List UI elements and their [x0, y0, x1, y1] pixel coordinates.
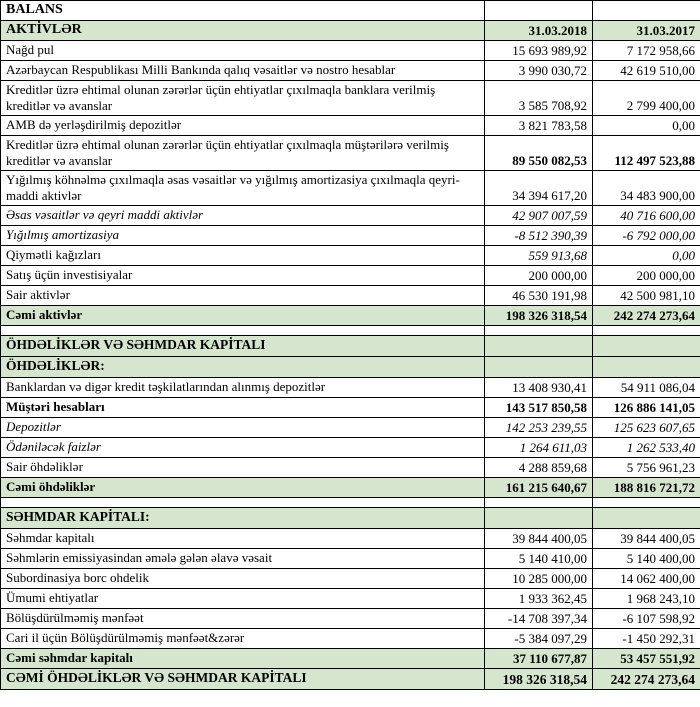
value-cell-2018 [485, 508, 593, 529]
row-label-cell: Müştəri hesabları [1, 398, 485, 418]
row-label-cell: Sair aktivlər [1, 286, 485, 306]
row-label-cell: Səhmdar kapitalı [1, 529, 485, 549]
table-row [1, 61, 700, 81]
row-label-cell: Sair öhdəliklər [1, 458, 485, 478]
table-row [1, 529, 700, 549]
row-label-cell: Bölüşdürülməmiş mənfəət [1, 609, 485, 629]
spacer-row [1, 326, 700, 336]
row-label-cell: Kreditlər üzrə ehtimal olunan zərərlər üçün ehtiyatlar çıxılmaqla banklara verilmiş kreditlər və avanslar [1, 81, 485, 116]
value-cell-2017: -1 450 292,31 [593, 629, 700, 649]
value-cell-2017: 200 000,00 [593, 266, 700, 286]
value-cell-2018: 3 585 708,92 [485, 81, 593, 116]
value-cell-2017: 40 716 600,00 [593, 206, 700, 226]
value-cell-2018: 39 844 400,05 [485, 529, 593, 549]
value-cell-2018 [485, 357, 593, 378]
table-row [1, 438, 700, 458]
value-cell-2017: 2 799 400,00 [593, 81, 700, 116]
row-label-cell: Nağd pul [1, 41, 485, 61]
value-cell-2018: -8 512 390,39 [485, 226, 593, 246]
value-cell-2018: 3 990 030,72 [485, 61, 593, 81]
table-row [1, 629, 700, 649]
table-row [1, 81, 700, 116]
row-label-cell: Cəmi səhmdar kapitalı [1, 649, 485, 669]
table-row [1, 418, 700, 438]
value-cell-2017: 42 619 510,00 [593, 61, 700, 81]
value-cell-2017: 242 274 273,64 [593, 306, 700, 326]
row-label-cell: BALANS [1, 1, 485, 21]
table-row [1, 306, 700, 326]
value-cell-2017: 1 968 243,10 [593, 589, 700, 609]
table-row [1, 266, 700, 286]
value-cell-2017: 54 911 086,04 [593, 378, 700, 398]
table-row [1, 478, 700, 498]
row-label-cell: Banklardan və digər kredit təşkilatlarından alınmış depozitlər [1, 378, 485, 398]
value-cell-2017: 1 262 533,40 [593, 438, 700, 458]
table-row [1, 21, 700, 41]
value-cell-2018: 200 000,00 [485, 266, 593, 286]
value-cell-2017: 242 274 273,64 [593, 669, 700, 690]
value-cell-2017: 126 886 141,05 [593, 398, 700, 418]
table-row [1, 549, 700, 569]
table-row [1, 286, 700, 306]
value-cell-2017: 188 816 721,72 [593, 478, 700, 498]
row-label-cell: Əsas vəsaitlər və qeyri maddi aktivlər [1, 206, 485, 226]
value-cell-2018: 31.03.2018 [485, 21, 593, 41]
row-label-cell: ÖHDƏLİKLƏR VƏ SƏHMDAR KAPİTALI [1, 336, 485, 357]
row-label-cell [1, 326, 485, 336]
value-cell-2018: 3 821 783,58 [485, 116, 593, 136]
value-cell-2018: 46 530 191,98 [485, 286, 593, 306]
value-cell-2018: 89 550 082,53 [485, 136, 593, 171]
row-label-cell: Kreditlər üzrə ehtimal olunan zərərlər üçün ehtiyatlar çıxılmaqla müştərilərə verilmiş kreditlər və avanslar [1, 136, 485, 171]
row-label-cell: Cəmi öhdəliklər [1, 478, 485, 498]
row-label-cell: SƏHMDAR KAPİTALI: [1, 508, 485, 529]
value-cell-2017: -6 107 598,92 [593, 609, 700, 629]
row-label-cell: Səhmlərin emissiyasindan əmələ gələn əlavə vəsait [1, 549, 485, 569]
table-row [1, 41, 700, 61]
value-cell-2018: 1 933 362,45 [485, 589, 593, 609]
value-cell-2017 [593, 1, 700, 21]
table-row [1, 669, 700, 690]
row-label-cell: CƏMİ ÖHDƏLİKLƏR VƏ SƏHMDAR KAPİTALI [1, 669, 485, 690]
value-cell-2018: 37 110 677,87 [485, 649, 593, 669]
table-row [1, 649, 700, 669]
table-row [1, 136, 700, 171]
value-cell-2018: 143 517 850,58 [485, 398, 593, 418]
value-cell-2017: 0,00 [593, 116, 700, 136]
row-label-cell: Cari il üçün Bölüşdürülməmiş mənfəət&zərər [1, 629, 485, 649]
balance-table-body [1, 1, 700, 690]
table-row [1, 206, 700, 226]
value-cell-2018 [485, 336, 593, 357]
table-row [1, 589, 700, 609]
table-row [1, 226, 700, 246]
row-label-cell: ÖHDƏLİKLƏR: [1, 357, 485, 378]
table-row [1, 508, 700, 529]
value-cell-2018: 15 693 989,92 [485, 41, 593, 61]
value-cell-2017 [593, 357, 700, 378]
value-cell-2018 [485, 498, 593, 508]
table-row [1, 609, 700, 629]
value-cell-2018: 559 913,68 [485, 246, 593, 266]
value-cell-2017: 42 500 981,10 [593, 286, 700, 306]
value-cell-2017: 112 497 523,88 [593, 136, 700, 171]
table-row [1, 171, 700, 206]
value-cell-2017: 39 844 400,05 [593, 529, 700, 549]
value-cell-2017: 31.03.2017 [593, 21, 700, 41]
table-row [1, 1, 700, 21]
value-cell-2017: 125 623 607,65 [593, 418, 700, 438]
row-label-cell: Yığılmış amortizasiya [1, 226, 485, 246]
row-label-cell: Azərbaycan Respublikası Milli Bankında qalıq vəsaitlər və nostro hesablar [1, 61, 485, 81]
row-label-cell: Ödəniləcək faizlər [1, 438, 485, 458]
value-cell-2018: 198 326 318,54 [485, 306, 593, 326]
row-label-cell [1, 498, 485, 508]
row-label-cell: Yığılmış köhnəlmə çıxılmaqla əsas vəsaitlər və yığılmış amortizasiya çıxılmaqla qeyri-maddi aktivlər [1, 171, 485, 206]
row-label-cell: Cəmi aktivlər [1, 306, 485, 326]
row-label-cell: Qiymətli kağızları [1, 246, 485, 266]
row-label-cell: Satış üçün investisiyalar [1, 266, 485, 286]
value-cell-2017: 14 062 400,00 [593, 569, 700, 589]
table-row [1, 116, 700, 136]
table-row [1, 246, 700, 266]
value-cell-2017: 5 756 961,23 [593, 458, 700, 478]
value-cell-2017: -6 792 000,00 [593, 226, 700, 246]
row-label-cell: Ümumi ehtiyatlar [1, 589, 485, 609]
value-cell-2018: 1 264 611,03 [485, 438, 593, 458]
value-cell-2017 [593, 326, 700, 336]
table-row [1, 458, 700, 478]
value-cell-2018: 161 215 640,67 [485, 478, 593, 498]
value-cell-2017: 0,00 [593, 246, 700, 266]
table-row [1, 378, 700, 398]
row-label-cell: AMB də yerləşdirilmiş depozitlər [1, 116, 485, 136]
value-cell-2017: 53 457 551,92 [593, 649, 700, 669]
table-row [1, 569, 700, 589]
table-row [1, 336, 700, 357]
value-cell-2017: 34 483 900,00 [593, 171, 700, 206]
value-cell-2017 [593, 336, 700, 357]
value-cell-2018: 5 140 410,00 [485, 549, 593, 569]
spacer-row [1, 498, 700, 508]
value-cell-2017 [593, 498, 700, 508]
value-cell-2018 [485, 1, 593, 21]
value-cell-2018: 4 288 859,68 [485, 458, 593, 478]
value-cell-2018: 34 394 617,20 [485, 171, 593, 206]
value-cell-2018: 10 285 000,00 [485, 569, 593, 589]
value-cell-2017: 5 140 400,00 [593, 549, 700, 569]
value-cell-2018: -14 708 397,34 [485, 609, 593, 629]
value-cell-2018 [485, 326, 593, 336]
row-label-cell: Depozitlər [1, 418, 485, 438]
value-cell-2018: 13 408 930,41 [485, 378, 593, 398]
value-cell-2018: 142 253 239,55 [485, 418, 593, 438]
row-label-cell: AKTİVLƏR [1, 21, 485, 41]
value-cell-2018: 198 326 318,54 [485, 669, 593, 690]
value-cell-2017 [593, 508, 700, 529]
value-cell-2018: 42 907 007,59 [485, 206, 593, 226]
value-cell-2017: 7 172 958,66 [593, 41, 700, 61]
table-row [1, 398, 700, 418]
row-label-cell: Subordinasiya borc ohdelik [1, 569, 485, 589]
value-cell-2018: -5 384 097,29 [485, 629, 593, 649]
table-row [1, 357, 700, 378]
